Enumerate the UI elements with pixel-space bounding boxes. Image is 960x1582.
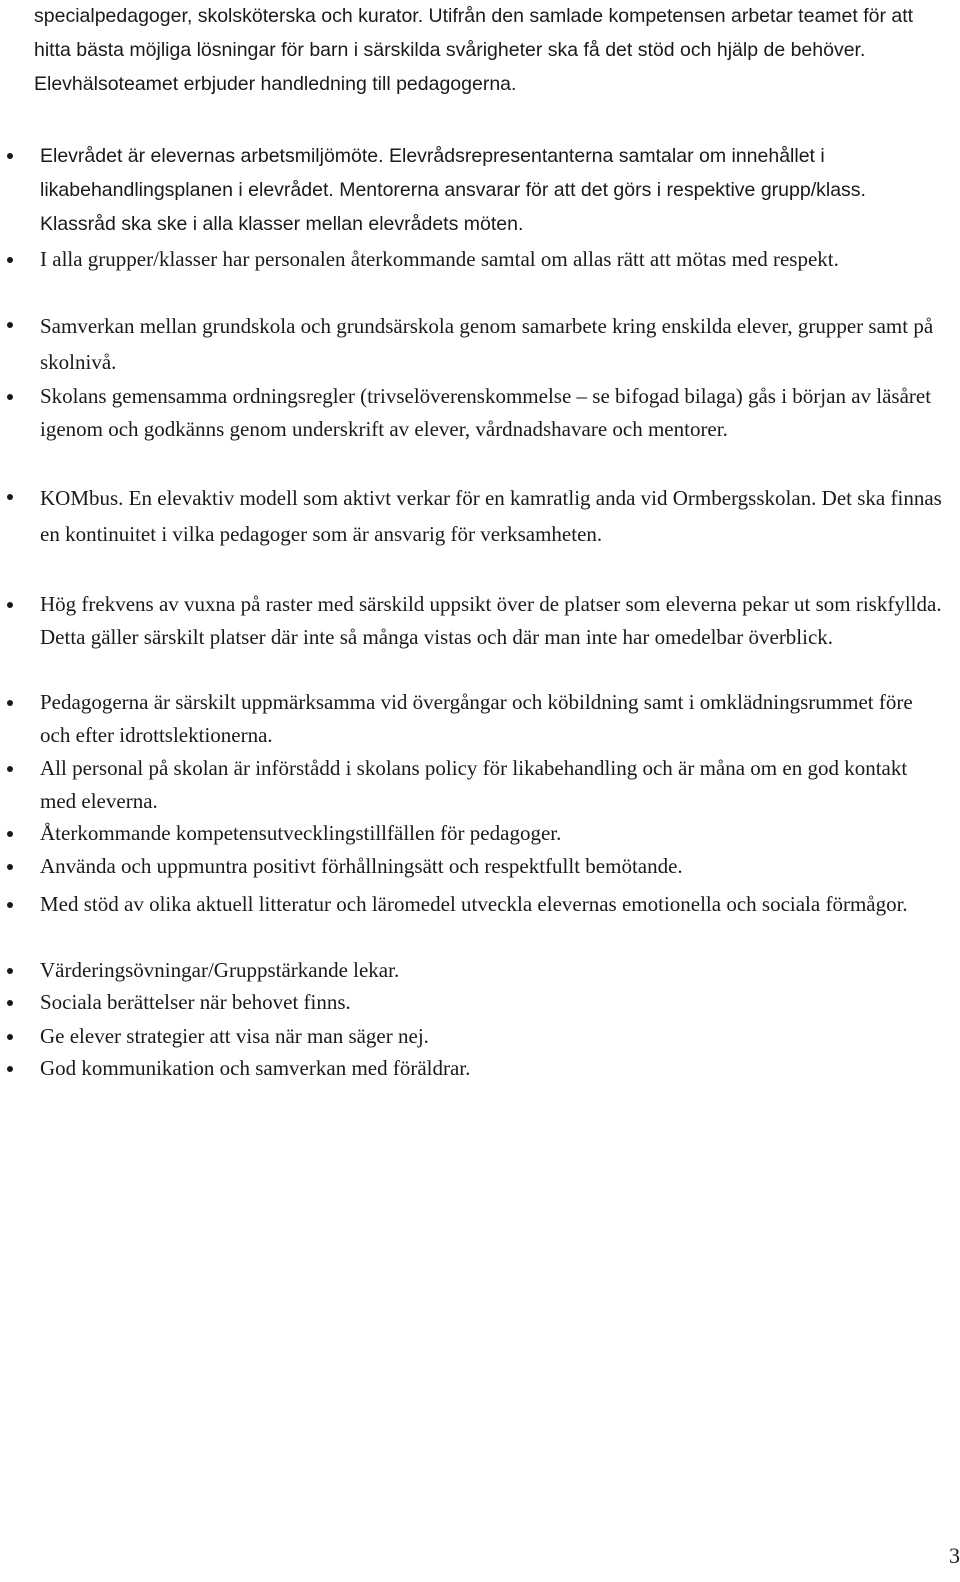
intro-paragraph: specialpedagoger, skolsköterska och kurator. Utifrån den samlade kompetensen arbetar teamet för att hitta bästa möjliga lösningar för barn i särskilda svårigheter ska få det stöd och hjälp de behöver. Elevhälsoteamet erbjuder handledning till pedagogerna. xyxy=(34,5,914,95)
list-item-text: Återkommande kompetensutvecklingstillfällen för pedagoger. xyxy=(40,821,562,845)
bullet-icon xyxy=(7,831,13,837)
list-item-text: KOMbus. En elevaktiv modell som aktivt verkar för en kamratlig anda vid Ormbergsskolan. Det ska finnas en kontinuitet i vilka pedagoger som är ansvarig för verksamheten. xyxy=(40,486,942,546)
list-item-text: Använda och uppmuntra positivt förhållningsätt och respektfullt bemötande. xyxy=(40,854,683,878)
page-number: 3 xyxy=(949,1543,960,1568)
list-item-text: Hög frekvens av vuxna på raster med särskild uppsikt över de platser som eleverna pekar ut som riskfyllda. Detta gäller särskilt platser där inte så många vistas och där man inte har omedelbar överblick. xyxy=(40,592,942,649)
bullet-icon xyxy=(7,394,13,400)
list-item-text: Ge elever strategier att visa när man säger nej. xyxy=(40,1024,429,1048)
list-item-text: Med stöd av olika aktuell litteratur och läromedel utveckla elevernas emotionella och sociala förmågor. xyxy=(40,892,908,916)
bullet-icon xyxy=(7,1000,13,1006)
bullet-icon xyxy=(7,968,13,974)
bullet-icon xyxy=(7,864,13,870)
list-item-text: Sociala berättelser när behovet finns. xyxy=(40,990,351,1014)
list-item-text: God kommunikation och samverkan med föräldrar. xyxy=(40,1056,471,1080)
list-item-text: Samverkan mellan grundskola och grundsärskola genom samarbete kring enskilda elever, grupper samt på skolnivå. xyxy=(40,314,934,374)
list-item-text: Pedagogerna är särskilt uppmärksamma vid övergångar och köbildning samt i omklädningsrummet före och efter idrottslektionerna. xyxy=(40,690,913,747)
list-item-text: Värderingsövningar/Gruppstärkande lekar. xyxy=(40,958,400,982)
list-item-text: All personal på skolan är införstådd i skolans policy för likabehandling och är måna om en god kontakt med eleverna. xyxy=(40,756,908,813)
bullet-icon xyxy=(7,766,13,772)
bullet-icon xyxy=(7,902,13,908)
bullet-icon xyxy=(7,322,13,328)
list-item-text: I alla grupper/klasser har personalen återkommande samtal om allas rätt att mötas med respekt. xyxy=(40,247,839,271)
bullet-icon xyxy=(7,1066,13,1072)
bullet-icon xyxy=(7,494,13,500)
bullet-icon xyxy=(7,602,13,608)
bullet-icon xyxy=(7,153,13,159)
bullet-icon xyxy=(7,1034,13,1040)
bullet-icon xyxy=(7,700,13,706)
list-item-text: Skolans gemensamma ordningsregler (trivselöverenskommelse – se bifogad bilaga) gås i början av läsåret igenom och godkänns genom underskrift av elever, vårdnadshavare och mentorer. xyxy=(40,384,932,441)
list-item-text: Elevrådet är elevernas arbetsmiljömöte. Elevrådsrepresentanterna samtalar om innehållet i likabehandlingsplanen i elevrådet. Mentorerna ansvarar för att det görs i respektive grupp/klass. Klassråd ska ske i alla klasser mellan elevrådets möten. xyxy=(40,145,866,235)
bullet-icon xyxy=(7,257,13,263)
